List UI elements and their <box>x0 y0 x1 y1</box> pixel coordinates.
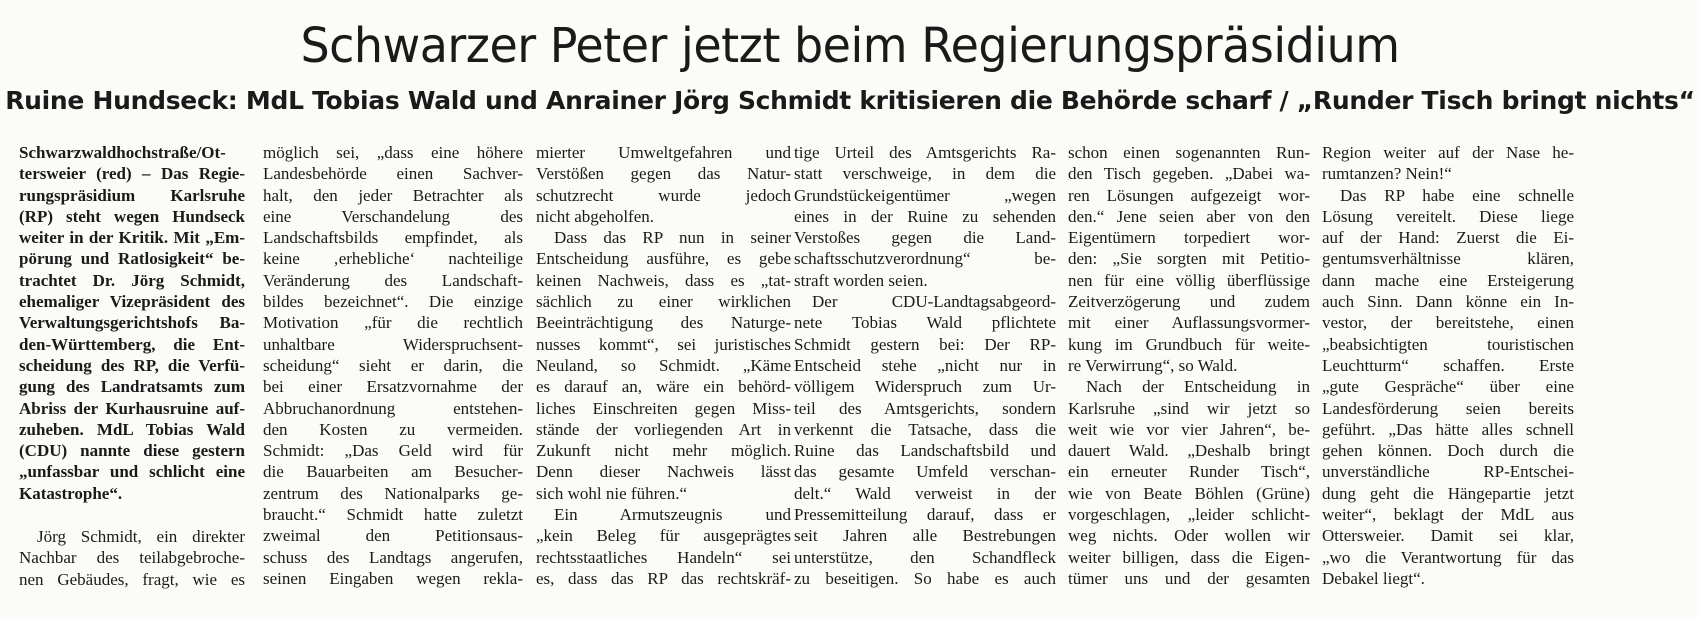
text-line: bildes bezeichnet“. Die einzige <box>263 292 523 312</box>
text-line: Grundstückeigentümer „wegen <box>794 185 1056 205</box>
text-line: tige Urteil des Amtsgerichts Ra- <box>794 143 1056 162</box>
text-line: vestor, der bereitstehe, einen <box>1322 313 1574 333</box>
text-line: delt.“ Wald verweist in der <box>794 483 1056 503</box>
text-line: weiter billigen, dass die Eigen- <box>1068 547 1310 567</box>
text-line: eines in der Ruine zu sehenden <box>794 206 1056 226</box>
text-line: ein erneuter Runder Tisch“, <box>1068 462 1310 482</box>
text-line: den Kosten zu vermeiden. <box>263 419 523 439</box>
text-line: Katastrophe“. <box>19 483 123 503</box>
text-line: ehemaliger Vizepräsident des <box>19 292 245 312</box>
text-line: statt verschweige, in dem die <box>794 164 1056 184</box>
text-line: Motivation „für die rechtlich <box>263 313 523 333</box>
text-line: rumtanzen? Nein!“ <box>1322 164 1452 184</box>
column-4 <box>794 142 1056 589</box>
text-line: rechtsstaatliches Handeln“ sei <box>536 547 791 567</box>
text-line: gung des Landratsamts zum <box>19 377 245 397</box>
text-line: Entscheid stehe „nicht nur in <box>794 355 1056 375</box>
text-line: (RP) steht wegen Hundseck <box>19 206 245 226</box>
text-line: re Verwirrung“, so Wald. <box>1068 355 1238 375</box>
text-line: Landesförderung seien bereits <box>1322 398 1574 418</box>
text-line: mierter Umweltgefahren und <box>536 143 791 162</box>
text-line: wie von Beate Böhlen (Grüne) <box>1068 483 1310 503</box>
text-line: nen Gebäudes, fragt, wie es <box>19 569 245 589</box>
text-line: zuheben. MdL Tobias Wald <box>19 419 245 439</box>
text-line: den.“ Jene seien aber von den <box>1068 206 1310 226</box>
text-line: gentumsverhältnisse klären, <box>1322 249 1574 269</box>
text-line: Das RP habe eine schnelle <box>1340 185 1574 205</box>
headline: Schwarzer Peter jetzt beim Regierungspräsidium <box>300 16 1400 74</box>
text-line: Eigentümern torpediert wor- <box>1068 228 1310 248</box>
text-line: stände der vorliegenden Art in <box>536 419 791 439</box>
text-line: Abriss der Kurhausruine auf- <box>19 398 245 418</box>
text-line: Schwarzwaldhochstraße/Ot- <box>19 143 226 162</box>
text-line: Leuchtturm“ schaffen. Erste <box>1322 355 1574 375</box>
text-line: dung geht die Hängepartie jetzt <box>1322 483 1574 503</box>
text-line: geführt. „Das hätte alles schnell <box>1322 419 1574 439</box>
text-line: den: „Sie sorgten mit Petitio- <box>1068 249 1310 269</box>
text-line: Lösung vereitelt. Diese liege <box>1322 206 1574 226</box>
text-line: eine Verschandelung des <box>263 206 523 226</box>
text-line: Veränderung des Landschaft- <box>263 270 523 290</box>
text-line: sächlich zu einer wirklichen <box>536 292 791 312</box>
text-line: keinen Nachweis, dass es „tat- <box>536 270 791 290</box>
text-line: teil des Amtsgerichts, sondern <box>794 398 1056 418</box>
text-line: den Tisch gegeben. „Dabei wa- <box>1068 164 1310 184</box>
text-line: weit wie vor vier Jahren“, be- <box>1068 419 1310 439</box>
text-line: dann mache eine Ersteigerung <box>1322 270 1574 290</box>
text-line: Landesbehörde einen Sachver- <box>263 164 523 184</box>
lead-paragraph <box>19 142 245 504</box>
text-line: zentrum des Nationalparks ge- <box>263 483 523 503</box>
text-line: unhaltbare Widerspruchsent- <box>263 334 523 354</box>
text-line: Jörg Schmidt, ein direkter <box>37 527 245 547</box>
column-6 <box>1322 142 1574 589</box>
text-line: Ottersweier. Damit sei klar, <box>1322 526 1574 546</box>
text-line: es darauf an, wäre ein behörd- <box>536 377 791 397</box>
text-line: liches Einschreiten gegen Miss- <box>536 398 791 418</box>
text-line: gehen können. Doch durch die <box>1322 441 1574 461</box>
text-line: dauert Wald. „Deshalb bringt <box>1068 441 1310 461</box>
text-line: verkennt die Tatsache, dass die <box>794 419 1056 439</box>
text-line: Schmidt: „Das Geld wird für <box>263 441 523 461</box>
text-line: Verstoßes gegen die Land- <box>794 228 1056 248</box>
text-line: rungspräsidium Karlsruhe <box>19 185 245 205</box>
text-line: Region weiter auf der Nase he- <box>1322 143 1574 162</box>
text-line: halt, den jeder Betrachter als <box>263 185 523 205</box>
text-line: Abbruchanordnung entstehen- <box>263 398 523 418</box>
text-line: möglich sei, „dass eine höhere <box>263 143 523 162</box>
text-line: es, dass das RP das rechtskräf- <box>536 568 791 588</box>
text-line: Beeinträchtigung des Naturge- <box>536 313 791 333</box>
text-line: unverständliche RP-Entschei- <box>1322 462 1574 482</box>
text-line: Nachbar des teilabgebroche- <box>19 548 245 568</box>
column-1 <box>19 142 245 590</box>
text-line: seinen Eingaben wegen rekla- <box>263 568 523 588</box>
text-line: zweimal den Petitionsaus- <box>263 526 523 546</box>
column-2 <box>263 142 523 589</box>
text-line: Karlsruhe „sind wir jetzt so <box>1068 398 1310 418</box>
text-line: „gute Gespräche“ über eine <box>1322 377 1574 397</box>
text-line: „beabsichtigten touristischen <box>1322 334 1574 354</box>
text-line: völligem Widerspruch zum Ur- <box>794 377 1056 397</box>
text-line: schutzrecht wurde jedoch <box>536 185 791 205</box>
text-line: Nach der Entscheidung in <box>1086 377 1310 397</box>
text-line: Zeitverzögerung und zudem <box>1068 292 1310 312</box>
text-line: Landschaftsbilds empfindet, als <box>263 228 523 248</box>
text-line: kung im Grundbuch für weite- <box>1068 334 1310 354</box>
text-line: bei einer Ersatzvornahme der <box>263 377 523 397</box>
text-line: schon einen sogenannten Run- <box>1068 143 1310 162</box>
text-line: Neuland, so Schmidt. „Käme <box>536 355 791 375</box>
text-line: nete Tobias Wald pflichtete <box>794 313 1056 333</box>
text-line: ren Lösungen aufgezeigt wor- <box>1068 185 1310 205</box>
text-line: scheidung“ sieht er darin, die <box>263 355 523 375</box>
text-line: Denn dieser Nachweis lässt <box>536 462 791 482</box>
text-line: Der CDU-Landtagsabgeord- <box>812 292 1056 312</box>
text-line: Entscheidung ausführe, es gebe <box>536 249 791 269</box>
text-line: trachtet Dr. Jörg Schmidt, <box>19 270 245 290</box>
text-line: mit einer Auflassungsvormer- <box>1068 313 1310 333</box>
text-line: Pressemitteilung darauf, dass er <box>794 505 1056 525</box>
text-line: nen für eine völlig überflüssige <box>1068 270 1310 290</box>
text-line: schaftsschutzverordnung“ be- <box>794 249 1056 269</box>
text-line: pörung und Ratlosigkeit“ be- <box>19 249 245 269</box>
text-line: den-Württemberg, die Ent- <box>19 334 245 354</box>
text-line: weiter in der Kritik. Mit „Em- <box>19 228 245 248</box>
text-line: weiter“, beklagt der MdL aus <box>1322 505 1574 525</box>
text-line: die Bauarbeiten am Besucher- <box>263 462 523 482</box>
text-line: Ruine das Landschaftsbild und <box>794 441 1056 461</box>
text-line: „unfassbar und schlicht eine <box>19 462 245 482</box>
text-line: auf der Hand: Zuerst die Ei- <box>1322 228 1574 248</box>
text-line: nusses kommt“, sei juristisches <box>536 334 791 354</box>
text-line: Debakel liegt“. <box>1322 568 1425 588</box>
column-5 <box>1068 142 1310 589</box>
text-line: Verwaltungsgerichtshofs Ba- <box>19 313 245 333</box>
text-line: scheidung des RP, die Verfü- <box>19 355 245 375</box>
paragraph-gap <box>19 504 245 526</box>
text-line: tümer uns und der gesamten <box>1068 568 1310 588</box>
text-line: tersweier (red) – Das Regie- <box>19 164 245 184</box>
text-line: seit Jahren alle Bestrebungen <box>794 526 1056 546</box>
text-line: (CDU) nannte diese gestern <box>19 441 245 461</box>
text-line: schuss des Landtags angerufen, <box>263 547 523 567</box>
text-line: auch Sinn. Dann könne ein In- <box>1322 292 1574 312</box>
text-line: weg nichts. Oder wollen wir <box>1068 526 1310 546</box>
text-line: Ein Armutszeugnis und <box>554 505 791 525</box>
text-line: das gesamte Umfeld verschan- <box>794 462 1056 482</box>
text-line: keine ‚erhebliche‘ nachteilige <box>263 249 523 269</box>
text-line: nicht abgeholfen. <box>536 206 655 226</box>
text-line: „wo die Verantwortung für das <box>1322 547 1574 567</box>
column-3 <box>536 142 791 589</box>
text-line: Verstößen gegen das Natur- <box>536 164 791 184</box>
article-body <box>19 142 1684 612</box>
text-line: braucht.“ Schmidt hatte zuletzt <box>263 505 523 525</box>
text-line: sich wohl nie führen.“ <box>536 483 688 503</box>
text-line: „kein Beleg für ausgeprägtes <box>536 526 791 546</box>
text-line: zu beseitigen. So habe es auch <box>794 568 1056 588</box>
text-line: unterstütze, den Schandfleck <box>794 547 1056 567</box>
subheadline: Ruine Hundseck: MdL Tobias Wald und Anrainer Jörg Schmidt kritisieren die Behörde scharf / „Runder Tisch bringt nichts“ <box>5 86 1695 115</box>
text-line: straft worden seien. <box>794 270 928 290</box>
text-line: vorgeschlagen, „leider schlicht- <box>1068 505 1310 525</box>
text-line: Schmidt gestern bei: Der RP- <box>794 334 1056 354</box>
text-line: Zukunft nicht mehr möglich. <box>536 441 791 461</box>
text-line: Dass das RP nun in seiner <box>554 228 791 248</box>
